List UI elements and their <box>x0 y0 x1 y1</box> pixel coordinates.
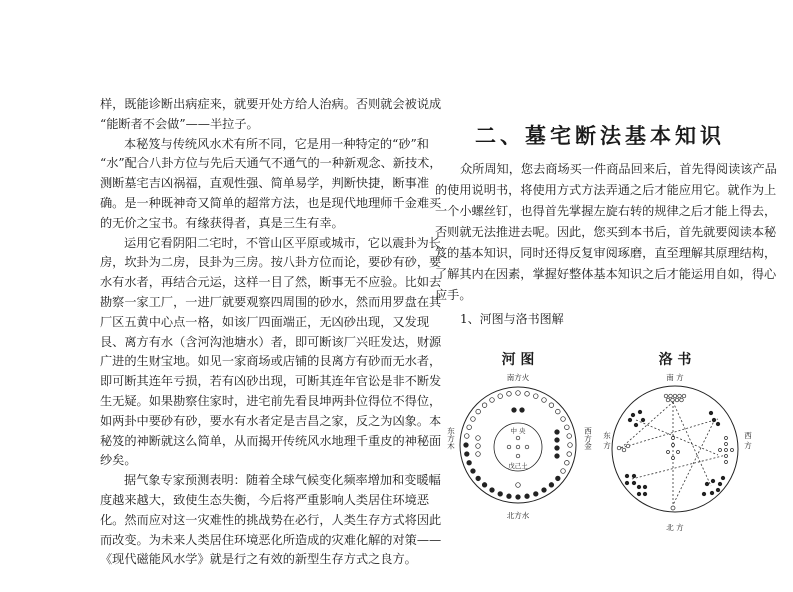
filled-dot <box>632 474 636 478</box>
filled-dot <box>555 446 560 451</box>
text-line: 如两卦中要砂有砂，要水有水者定是吉昌之家，反之为凶象。本 <box>100 414 442 428</box>
text-line: 房，坎卦为二房，艮卦为三房。按八卦方位而论，要砂有砂，要 <box>100 255 442 269</box>
luoshu-east-label: 东 方 <box>602 431 612 449</box>
text-line: 样，既能诊断出病症来，就要开处方给人治病。否则就会被说成 <box>100 97 442 111</box>
open-dot <box>516 391 521 396</box>
open-dot <box>533 394 538 399</box>
filled-dot <box>637 492 641 496</box>
text-line: 众所周知，您去商场买一件商品回来后，首先得阅读该产品 <box>460 162 777 176</box>
hetu-east-label: 东方木 <box>446 426 456 450</box>
text-line: 纱矣。 <box>100 453 137 467</box>
text-line: 而改变。为未来人类居住环境恶化所造成的灾难化解的对策—— <box>100 533 442 547</box>
filled-dot <box>555 454 560 459</box>
text-line: 测断墓宅吉凶祸福，直观性强、简单易学，判断快捷，断事准 <box>100 176 430 190</box>
open-dot <box>725 443 728 446</box>
open-dot <box>476 436 481 441</box>
luoshu-dots <box>617 394 733 510</box>
open-dot <box>672 457 675 460</box>
hetu-dots <box>464 391 573 500</box>
filled-dot <box>520 408 525 413</box>
filled-dot <box>507 494 512 499</box>
open-dot <box>565 460 570 465</box>
filled-dot <box>625 481 629 485</box>
filled-dot <box>718 482 722 486</box>
filled-dot <box>464 443 469 448</box>
open-dot <box>682 394 686 398</box>
open-dot <box>617 446 621 450</box>
filled-dot <box>533 492 538 497</box>
open-dot <box>725 455 728 458</box>
filled-dot <box>542 488 547 493</box>
open-dot <box>476 409 481 414</box>
filled-dot <box>555 430 560 435</box>
filled-dot <box>625 474 629 478</box>
text-line: 了解其内在因素，掌握好整体基本知识之后才能运用自如，得心 <box>435 267 777 281</box>
open-dot <box>568 443 573 448</box>
text-line: 厂区五黄中心点一格，如该厂四面端正，无凶砂出现，又发现 <box>100 315 430 329</box>
text-line: 本秘笈与传统风水术有所不同，它是用一种特定的“砂”和 <box>124 137 429 151</box>
open-dot <box>622 448 626 452</box>
filled-dot <box>709 411 713 415</box>
filled-dot <box>490 488 495 493</box>
open-dot <box>671 506 675 510</box>
open-dot <box>666 398 670 402</box>
text-line: 笈的基本知识，同时还得反复审阅琢磨，直至理解其原理结构， <box>435 246 777 260</box>
text-line: “水”配合八卦方位与先后天通气不通气的一种新观念、新技术， <box>100 156 442 170</box>
filled-dot <box>482 483 487 488</box>
hetu-west-label: 西方金 <box>583 426 593 450</box>
filled-dot <box>634 423 638 427</box>
text-line: 的使用说明书，将使用方式方法弄通之后才能应用它。就作为上 <box>435 183 777 197</box>
text-line: 广进的生财宝地。如见一家商场或店铺的艮离方有砂而无水者， <box>100 354 442 368</box>
filled-dot <box>641 418 645 422</box>
text-line: 的无价之宝书。有缘获得者，真是三生有幸。 <box>100 216 344 230</box>
hetu-center-label: 中 央 <box>510 427 526 435</box>
filled-dot <box>471 469 476 474</box>
open-dot <box>671 398 675 402</box>
open-dot <box>542 398 547 403</box>
luoshu-north-label: 北 方 <box>666 523 684 532</box>
open-dot <box>725 461 728 464</box>
hetu-diagram <box>446 351 592 520</box>
open-dot <box>490 398 495 403</box>
open-dot <box>731 449 734 452</box>
section-title: 二、墓宅断法基本知识 <box>475 123 725 148</box>
luoshu-diagram <box>602 351 752 532</box>
filled-dot <box>712 418 716 422</box>
open-dot <box>467 425 472 430</box>
filled-dot <box>556 476 561 481</box>
filled-dot <box>721 476 725 480</box>
luoshu-west-label: 西 方 <box>743 431 753 449</box>
text-line: 生无疑。如果勘察住家时，进宅前先看艮坤两卦位得位不得位， <box>100 394 442 408</box>
text-line: 化。然而应对这一灾难性的挑战势在必行，人类生存方式将因此 <box>100 513 442 527</box>
open-dot <box>498 394 503 399</box>
open-dot <box>476 452 481 457</box>
open-dot <box>507 391 512 396</box>
open-dot <box>561 469 566 474</box>
text-line: 一个小螺丝钉，也得首先掌握左旋右转的规律之后才能上得去， <box>435 204 777 218</box>
filled-dot <box>716 422 720 426</box>
filled-dot <box>631 413 635 417</box>
open-dot <box>567 434 572 439</box>
filled-dot <box>711 479 715 483</box>
filled-dot <box>549 483 554 488</box>
open-dot <box>680 398 684 402</box>
open-dot <box>525 445 529 449</box>
filled-dot <box>716 488 720 492</box>
filled-dot <box>464 452 469 457</box>
subheading: 1、河图与洛书图解 <box>460 312 564 326</box>
text-line: 艮、离方有水（含河沟池塘水）者，即可断该厂兴旺发达，财源 <box>100 335 442 349</box>
text-line: 水有水者，再结合元运，这样一目了然，断事无不应验。比如去 <box>100 275 442 289</box>
open-dot <box>516 445 520 449</box>
filled-dot <box>710 491 714 495</box>
hetu-center-earth-label: 戊己土 <box>508 462 528 470</box>
filled-dot <box>628 418 632 422</box>
filled-dot <box>643 485 647 489</box>
text-line: 运用它看阴阳二宅时，不管山区平原或城市，它以震卦为长 <box>124 236 441 250</box>
open-dot <box>516 483 521 488</box>
hetu-north-label: 北方水 <box>506 511 530 520</box>
filled-dot <box>476 476 481 481</box>
filled-dot <box>632 481 636 485</box>
text-line: 据气象专家预测表明：随着全球气候变化频率增加和变暖幅 <box>124 473 441 487</box>
hetu-south-label: 南方火 <box>506 373 530 382</box>
open-dot <box>565 425 570 430</box>
text-line: “能断者不会做”——半拉子。 <box>100 117 259 131</box>
open-dot <box>482 403 487 408</box>
filled-dot <box>705 482 709 486</box>
open-dot <box>567 452 572 457</box>
open-dot <box>525 391 530 396</box>
filled-dot <box>702 492 706 496</box>
open-dot <box>678 394 682 398</box>
open-dot <box>667 451 670 454</box>
text-line: 即可断其连年亏损，若有凶砂出现，可断其连年官讼是非不断发 <box>100 374 442 388</box>
text-line: 否则就无法推进去呢。因此，您买到本书后，首先就要阅读本秘 <box>435 225 777 239</box>
filled-dot <box>467 460 472 465</box>
open-dot <box>476 444 481 449</box>
open-dot <box>719 449 722 452</box>
open-dot <box>675 398 679 402</box>
filled-dot <box>525 494 530 499</box>
luoshu-title: 洛 书 <box>658 352 692 368</box>
open-dot <box>725 437 728 440</box>
text-line: 确。是一种既神奇又简单的超常方法，也是现代地理师千金难买 <box>100 196 442 210</box>
text-line: 秘笈的神断就这么简单，从而揭开传统风水地理千重皮的神秘面 <box>100 434 442 448</box>
filled-dot <box>512 408 517 413</box>
hetu-title: 河 图 <box>501 352 535 368</box>
open-dot <box>464 434 469 439</box>
filled-dot <box>516 495 521 500</box>
filled-dot <box>638 410 642 414</box>
filled-dot <box>498 492 503 497</box>
open-dot <box>471 417 476 422</box>
open-dot <box>556 409 561 414</box>
filled-dot <box>643 492 647 496</box>
filled-dot <box>637 485 641 489</box>
open-dot <box>516 436 520 440</box>
open-dot <box>673 394 677 398</box>
text-line: 勘察一家工厂，一进厂就要观察四周围的砂水，然而用罗盘在其 <box>100 295 442 309</box>
open-dot <box>669 394 673 398</box>
luoshu-south-label: 南 方 <box>666 373 684 382</box>
open-dot <box>507 445 511 449</box>
open-dot <box>561 417 566 422</box>
open-dot <box>626 444 630 448</box>
open-dot <box>725 449 728 452</box>
open-dot <box>664 394 668 398</box>
open-dot <box>672 437 675 440</box>
text-line: 《现代磁能风水学》就是行之有效的新型生存方式之良方。 <box>100 552 417 566</box>
open-dot <box>549 403 554 408</box>
filled-dot <box>555 438 560 443</box>
open-dot <box>677 451 680 454</box>
open-dot <box>672 444 675 447</box>
open-dot <box>516 454 520 458</box>
text-line: 度越来越大，致使生态失衡，今后将严重影响人类居住环境恶 <box>100 493 430 507</box>
text-line: 应手。 <box>435 288 472 302</box>
